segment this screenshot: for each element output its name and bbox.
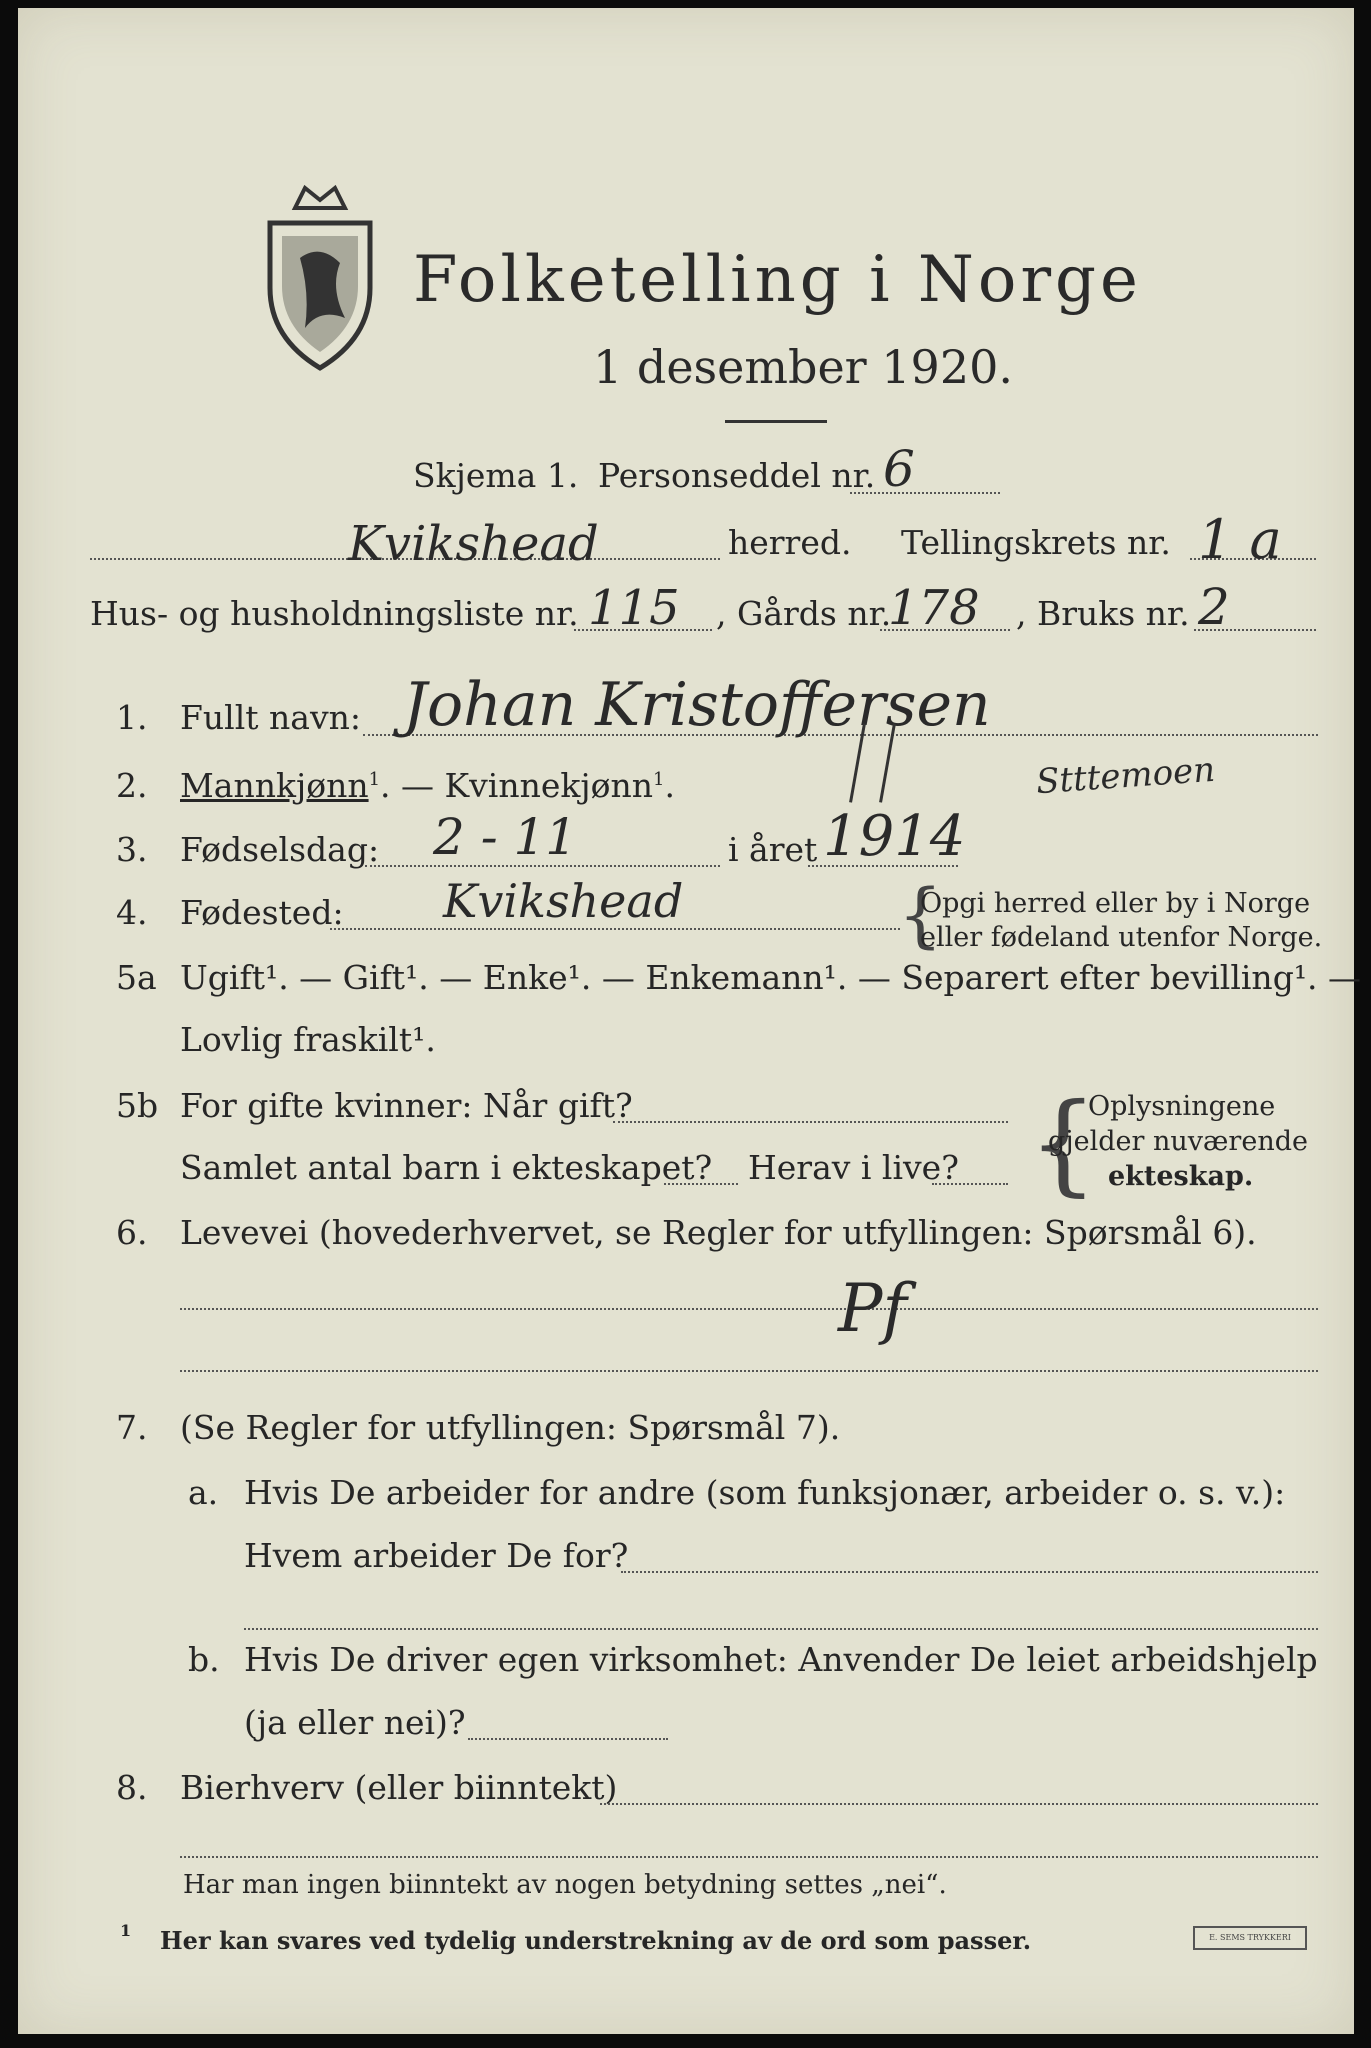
q8-number: 8.: [116, 1768, 148, 1807]
birth-year-value: 1914: [823, 804, 966, 869]
footnote-text: Her kan svares ved tydelig understrekning av de ord som passer.: [160, 1926, 1032, 1955]
q4-label: Fødested:: [180, 893, 344, 932]
q3-number: 3.: [116, 830, 148, 869]
q1-number: 1.: [116, 698, 148, 737]
q7b-line2: (ja eller nei)?: [244, 1703, 466, 1742]
q5b-note-line3: ekteskap.: [1108, 1161, 1254, 1192]
q3-label: Fødselsdag:: [180, 830, 380, 869]
hus-value: 115: [588, 580, 680, 636]
q4-number: 4.: [116, 893, 148, 932]
q5b-children-label: Samlet antal barn i ekteskapet?: [180, 1148, 713, 1187]
census-date: 1 desember 1920.: [593, 340, 1013, 394]
personseddel-label: Personseddel nr.: [598, 456, 876, 495]
coat-of-arms-icon: [250, 178, 390, 378]
title-divider: [725, 420, 827, 423]
male-option: Mannkjønn: [180, 766, 369, 805]
marital-status-divorced: Lovlig fraskilt¹.: [180, 1020, 436, 1059]
q8-label: Bierhverv (eller biinntekt): [180, 1768, 618, 1807]
q7-label: (Se Regler for utfyllingen: Spørsmål 7).: [180, 1408, 841, 1447]
birth-date-value: 2 - 11: [433, 808, 578, 866]
q7a-letter: a.: [188, 1473, 219, 1512]
bruks-label: , Bruks nr.: [1016, 594, 1190, 633]
q5b-alive-label: Herav i live?: [748, 1148, 959, 1187]
q6-number: 6.: [116, 1213, 148, 1252]
q4-note-line1: Opgi herred eller by i Norge: [920, 888, 1311, 919]
q7-number: 7.: [116, 1408, 148, 1447]
q2-label: Mannkjønn$^1$. — Kvinnekjønn$^1$.: [180, 766, 675, 805]
q7a-line1: Hvis De arbeider for andre (som funksjonær, arbeider o. s. v.):: [244, 1473, 1286, 1512]
birthplace-value: Kvikshead: [443, 874, 684, 928]
hus-label: Hus- og husholdningsliste nr.: [90, 594, 579, 633]
census-form: Folketelling i Norge 1 desember 1920. Skjema 1. Personseddel nr. 6 Kvikshead herred. Tellingskrets nr. 1 a Hus- og husholdningsliste nr. 115 , Gårds nr. 178 , Bruks nr. 2 1. Fullt navn: Johan Kristoffersen 2. Mannkjønn$^1$. — Kvinnekjønn$^1$. Stttemoen 3. Fødselsdag: 2 - 11 i året 1914 4. Fødested: Kvikshead { Opgi herred eller by i Norge eller fødeland utenfor Norge. 5a Ugift¹. — Gift¹. — Enke¹. — Enkemann¹. — Separert efter bevilling¹. — Lovlig fraskilt¹. 5b For gifte kvinner: Når gift? Samlet antal barn i ekteskapet? Herav i live? { Oplysningene gjelder nuværende ekteskap. 6. Levevei (hovederhvervet, se Regler for utfyllingen: Spørsmål 6). Pf 7. (Se Regler for utfyllingen: Spørsmål 7). a. Hvis De arbeider for andre (som funksjonær, arbeider o. s. v.): Hvem arbeider De for? b. Hvis De driver egen virksomhet: Anvender De leiet arbeidshjelp (ja eller nei)? 8. Bierhverv (eller biinntekt) Har man ingen biinntekt av nogen betydning settes „nei“. 1 Her kan svares ved tydelig understrekning av de ord som passer. E. SEMS TRYKKERI: [18, 8, 1354, 2034]
q5b-number: 5b: [116, 1086, 159, 1125]
q4-note-line2: eller fødeland utenfor Norge.: [920, 922, 1323, 953]
marital-status-options: Ugift¹. — Gift¹. — Enke¹. — Enkemann¹. — Separert efter bevilling¹. —: [180, 958, 1362, 997]
q5b-note-line2: gjelder nuværende: [1048, 1126, 1308, 1157]
q7a-line2: Hvem arbeider De for?: [244, 1536, 629, 1575]
footer-note: Har man ingen biinntekt av nogen betydning settes „nei“.: [183, 1870, 947, 1900]
q6-label: Levevei (hovederhvervet, se Regler for utfyllingen: Spørsmål 6).: [180, 1213, 1257, 1252]
printer-stamp: E. SEMS TRYKKERI: [1193, 1926, 1307, 1950]
herred-label: herred.: [728, 523, 852, 562]
footnote-mark: 1: [120, 1921, 132, 1940]
gards-label: , Gårds nr.: [716, 594, 892, 633]
q5b-note-line1: Oplysningene: [1088, 1091, 1276, 1122]
tellingskrets-value: 1 a: [1198, 508, 1282, 571]
q3-year-label: i året: [728, 830, 818, 869]
q2-number: 2.: [116, 766, 148, 805]
gards-value: 178: [888, 580, 980, 636]
q1-label: Fullt navn:: [180, 698, 361, 737]
occupation-value: Pf: [838, 1270, 907, 1347]
bruks-value: 2: [1198, 578, 1230, 636]
form-title: Folketelling i Norge: [413, 243, 1142, 317]
full-name-value: Johan Kristoffersen: [403, 670, 991, 740]
q7b-letter: b.: [188, 1640, 220, 1679]
personseddel-value: 6: [883, 440, 915, 498]
q7b-line1: Hvis De driver egen virksomhet: Anvender De leiet arbeidshjelp: [244, 1640, 1318, 1679]
herred-value: Kvikshead: [348, 516, 599, 572]
q5a-number: 5a: [116, 958, 157, 997]
q5b-married-label: For gifte kvinner: Når gift?: [180, 1086, 633, 1125]
margin-note: Stttemoen: [1034, 749, 1217, 803]
tellingskrets-label: Tellingskrets nr.: [901, 523, 1171, 562]
skjema-label: Skjema 1.: [413, 456, 579, 495]
